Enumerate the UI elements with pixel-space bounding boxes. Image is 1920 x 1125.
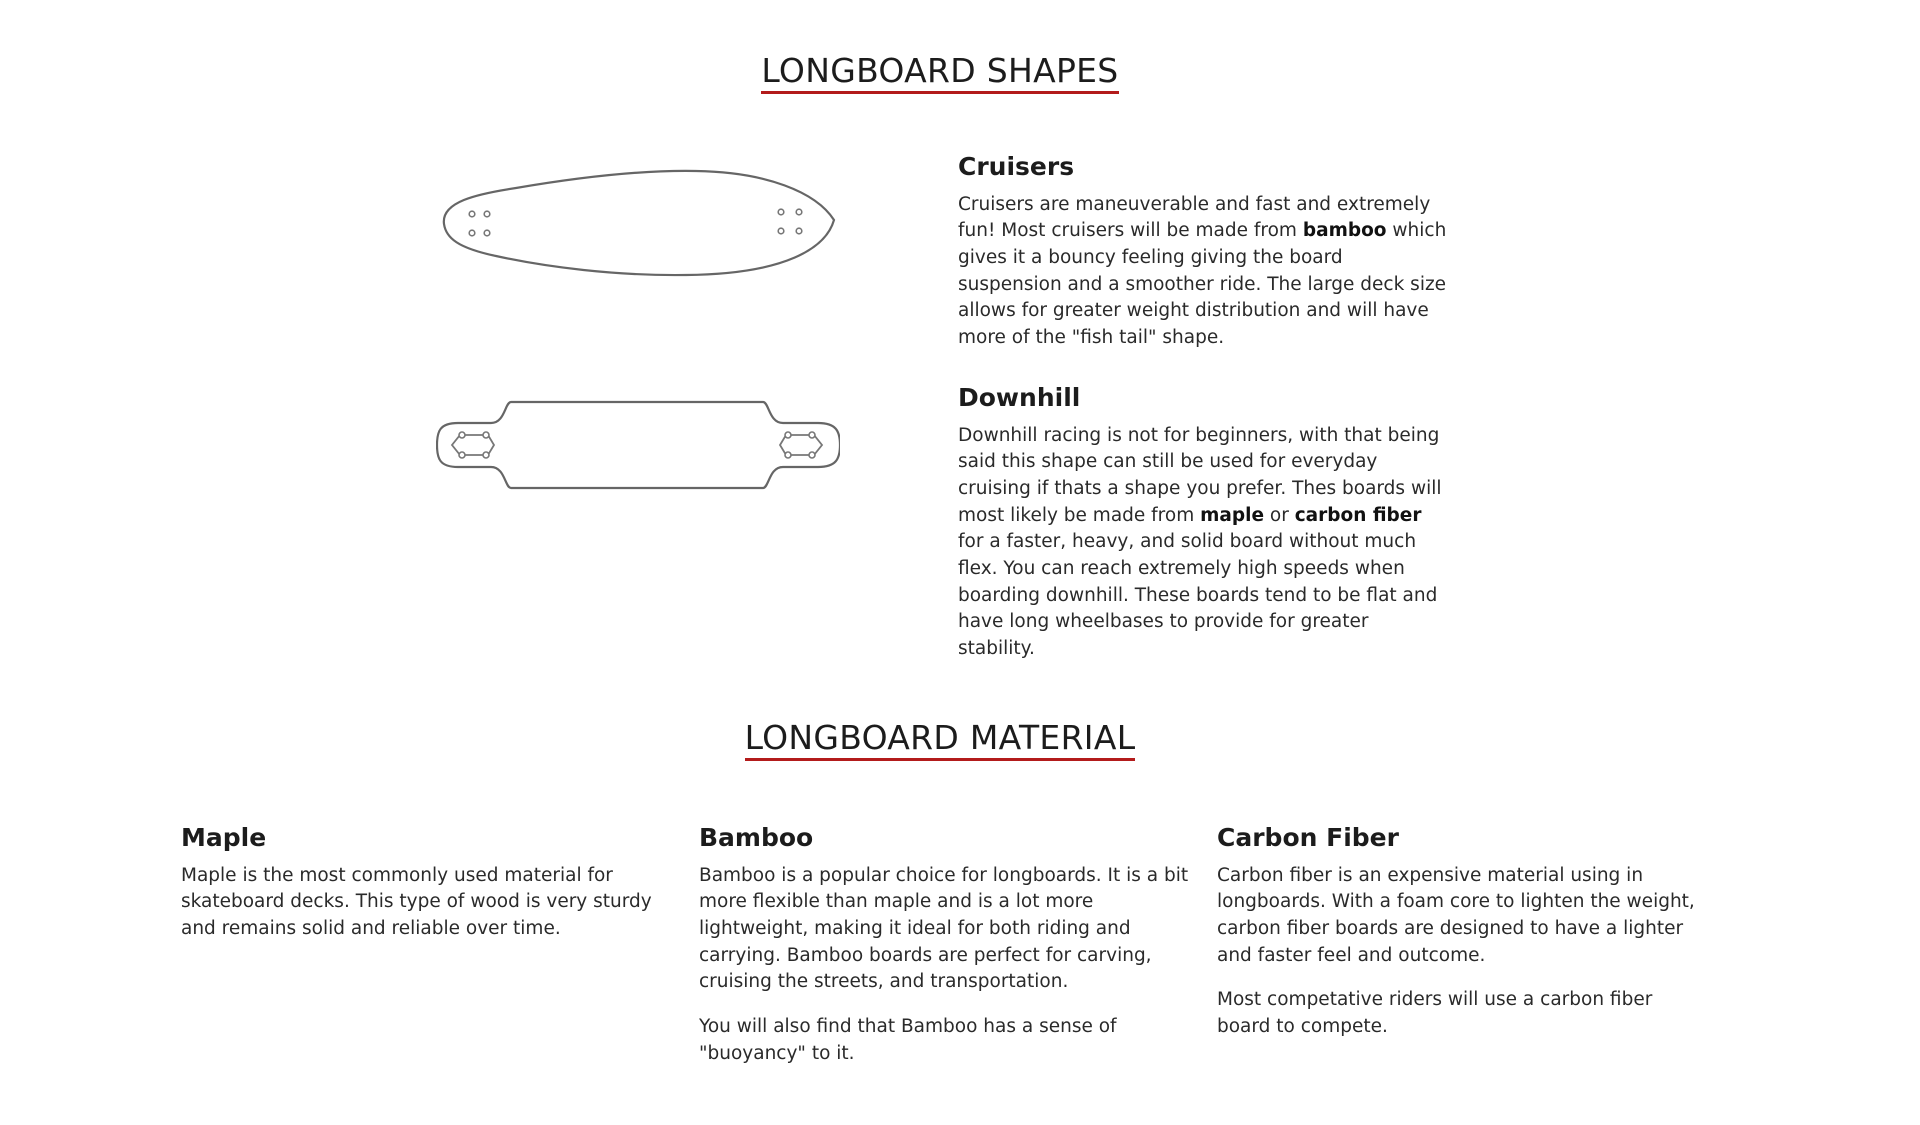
bamboo-heading: Bamboo [699,823,814,852]
downhill-description [958,423,1448,663]
carbon-fiber-description-2: Most competative riders will use a carbon fiber board to compete. [1217,989,1653,1038]
downhill-text-a: Downhill racing is not for beginners, with that being said this shape can still be used for everyday cruising if thats a shape you prefer. Thes boards will most likely be made from [958,424,1442,526]
bamboo-block [699,822,1189,1067]
cruisers-text-b: which gives it a bouncy feeling giving the board suspension and a smoother ride. The large deck size allows for greater weight distribution and will have more of the "fish tail" shape. [958,220,1447,349]
maple-description: Maple is the most commonly used material for skateboard decks. This type of wood is very sturdy and remains solid and reliable over time. [181,864,652,939]
section-title-material-text: LONGBOARD MATERIAL [745,721,1136,761]
cruisers-block [958,151,1448,352]
carbon-fiber-heading: Carbon Fiber [1217,823,1399,852]
section-title-shapes [0,51,1880,94]
cruisers-text-a: Cruisers are maneuverable and fast and extremely fun! Most cruisers will be made from [958,193,1431,242]
carbon-fiber-block [1217,822,1707,1041]
maple-heading: Maple [181,823,267,852]
downhill-bold-maple: maple [1200,504,1265,526]
section-title-material [0,718,1880,761]
carbon-fiber-description: Carbon fiber is an expensive material using in longboards. With a foam core to lighten the weight, carbon fiber boards are designed to have a lighter and faster feel and outcome. [1217,864,1695,966]
downhill-bold-carbon-fiber: carbon fiber [1294,504,1422,526]
section-title-shapes-text: LONGBOARD SHAPES [761,54,1118,94]
cruisers-heading: Cruisers [958,152,1075,181]
bamboo-description-2: You will also find that Bamboo has a sense of "buoyancy" to it. [699,1016,1117,1064]
downhill-text-b: or [1264,504,1295,526]
maple-block [181,822,671,943]
downhill-text-c: for a faster, heavy, and solid board without much flex. You can reach extremely high speeds when boarding downhill. These boards tend to be flat and have long wheelbases to provide for greater stability. [958,531,1438,660]
cruisers-description [958,192,1448,352]
cruiser-board-illustration [436,164,840,280]
downhill-heading: Downhill [958,383,1081,412]
downhill-board-illustration [436,393,840,497]
bamboo-description: Bamboo is a popular choice for longboards. It is a bit more flexible than maple and is a lot more lightweight, making it ideal for both riding and carrying. Bamboo boards are perfect for carving, cruising the streets, and transportation. [699,864,1189,993]
downhill-block [958,382,1448,663]
cruisers-bold-bamboo: bamboo [1302,220,1387,242]
